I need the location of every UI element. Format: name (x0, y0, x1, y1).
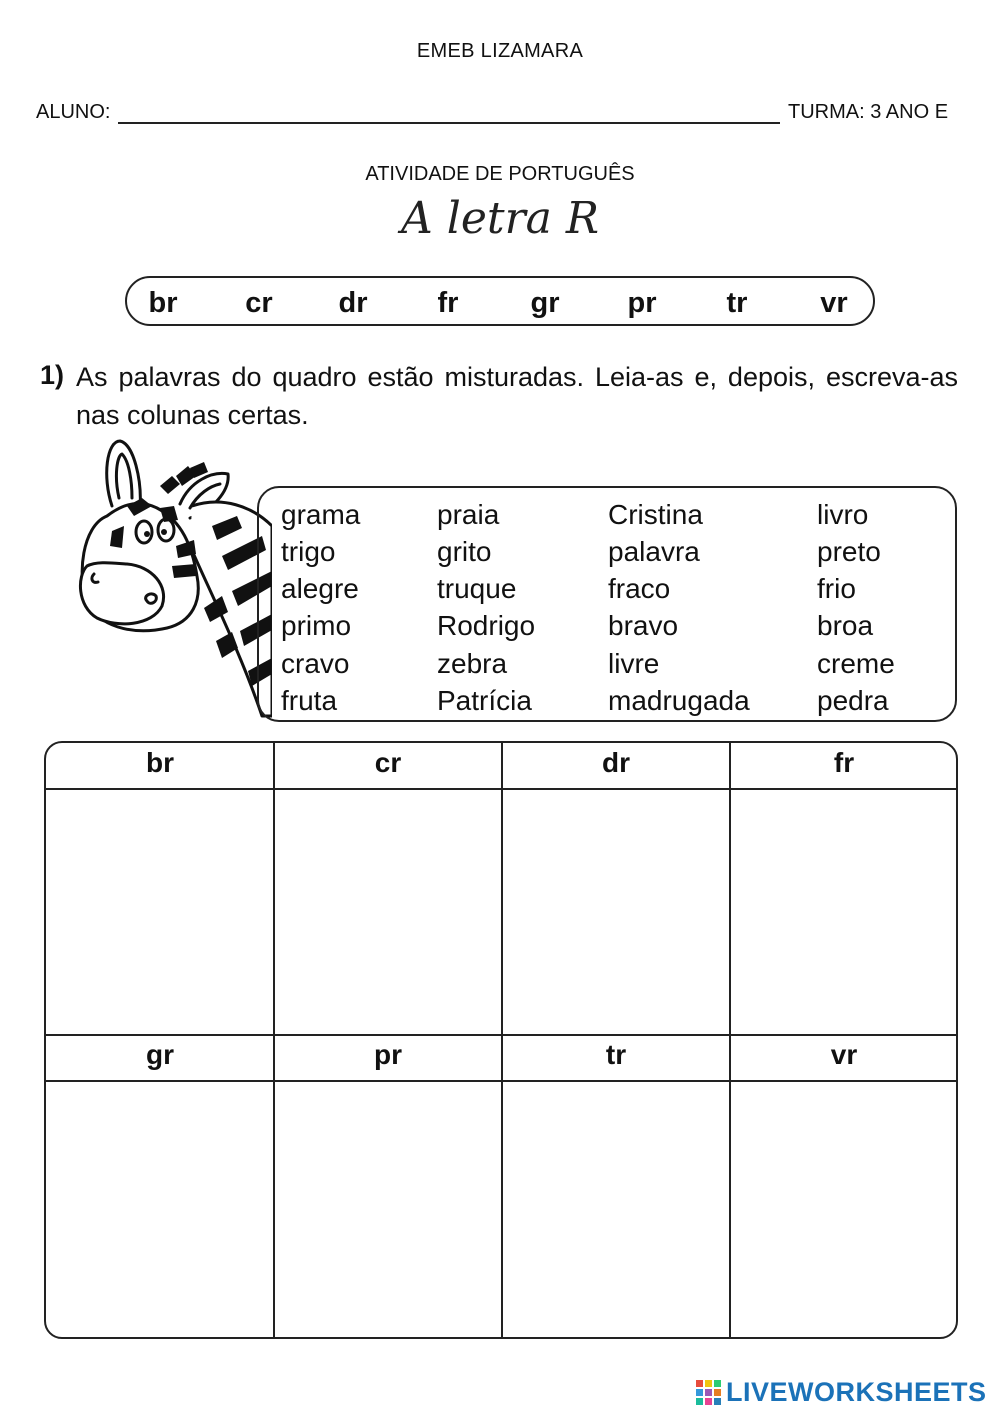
subject-title: ATIVIDADE DE PORTUGUÊS (365, 163, 635, 185)
column-header-tr: tr (605, 1039, 627, 1070)
zebra-illustration (72, 436, 272, 726)
cursive-title: A letra R (401, 193, 599, 244)
answer-cell-dr[interactable] (503, 790, 729, 1034)
column-header-dr: dr (602, 747, 630, 778)
word-item: livre (608, 648, 660, 679)
liveworksheets-icon (696, 1380, 722, 1406)
column-header-fr: fr (833, 747, 855, 778)
answer-cell-fr[interactable] (731, 790, 958, 1034)
word-item: fruta (281, 685, 338, 716)
column-header-pr: pr (374, 1039, 402, 1070)
syllable-tr: tr (726, 287, 748, 319)
syllable-br: br (148, 287, 178, 319)
word-item: frio (817, 573, 856, 604)
word-item: primo (281, 610, 352, 641)
syllable-gr: gr (530, 287, 560, 319)
column-header-br: br (146, 747, 174, 778)
syllable-vr: vr (820, 287, 848, 319)
answer-cell-tr[interactable] (503, 1082, 729, 1339)
word-item: alegre (281, 573, 359, 604)
school-name: EMEB LIZAMARA (416, 40, 584, 62)
word-item: palavra (608, 536, 700, 567)
answer-cell-pr[interactable] (275, 1082, 501, 1339)
column-header-cr: cr (374, 747, 402, 778)
syllable-fr: fr (437, 287, 459, 319)
word-item: truque (437, 573, 517, 604)
answer-cell-br[interactable] (46, 790, 273, 1034)
word-item: Rodrigo (437, 610, 536, 641)
student-name-line[interactable] (118, 122, 780, 124)
word-item: preto (817, 536, 881, 567)
column-header-gr: gr (146, 1039, 174, 1070)
answer-cell-vr[interactable] (731, 1082, 958, 1339)
word-item: madrugada (608, 685, 750, 716)
syllable-box (125, 276, 875, 326)
word-item: broa (817, 610, 874, 641)
liveworksheets-logo (696, 1377, 996, 1407)
word-item: fraco (608, 573, 671, 604)
word-item: pedra (817, 685, 889, 716)
word-item: zebra (437, 648, 508, 679)
word-item: grama (281, 499, 361, 530)
word-item: trigo (281, 536, 336, 567)
class-label: TURMA: 3 ANO E (788, 101, 949, 123)
answer-cell-gr[interactable] (46, 1082, 273, 1339)
student-label: ALUNO: (36, 101, 111, 123)
word-item: bravo (608, 610, 679, 641)
question-text: As palavras do quadro estão misturadas. Leia-as e, depois, escreva-as nas colunas certas. (76, 362, 958, 430)
column-header-vr: vr (830, 1039, 858, 1070)
word-item: creme (817, 648, 895, 679)
answer-cell-cr[interactable] (275, 790, 501, 1034)
word-item: Cristina (608, 499, 703, 530)
word-item: Patrícia (437, 685, 532, 716)
word-item: grito (437, 536, 492, 567)
answer-table (44, 741, 958, 1339)
word-item: praia (437, 499, 500, 530)
syllable-pr: pr (627, 287, 657, 319)
syllable-cr: cr (245, 287, 273, 319)
word-bank (257, 486, 957, 722)
word-item: livro (817, 499, 869, 530)
question-number: 1) (40, 360, 65, 390)
word-item: cravo (281, 648, 350, 679)
syllable-dr: dr (338, 287, 368, 319)
brand-name: LIVEWORKSHEETS (726, 1377, 987, 1407)
